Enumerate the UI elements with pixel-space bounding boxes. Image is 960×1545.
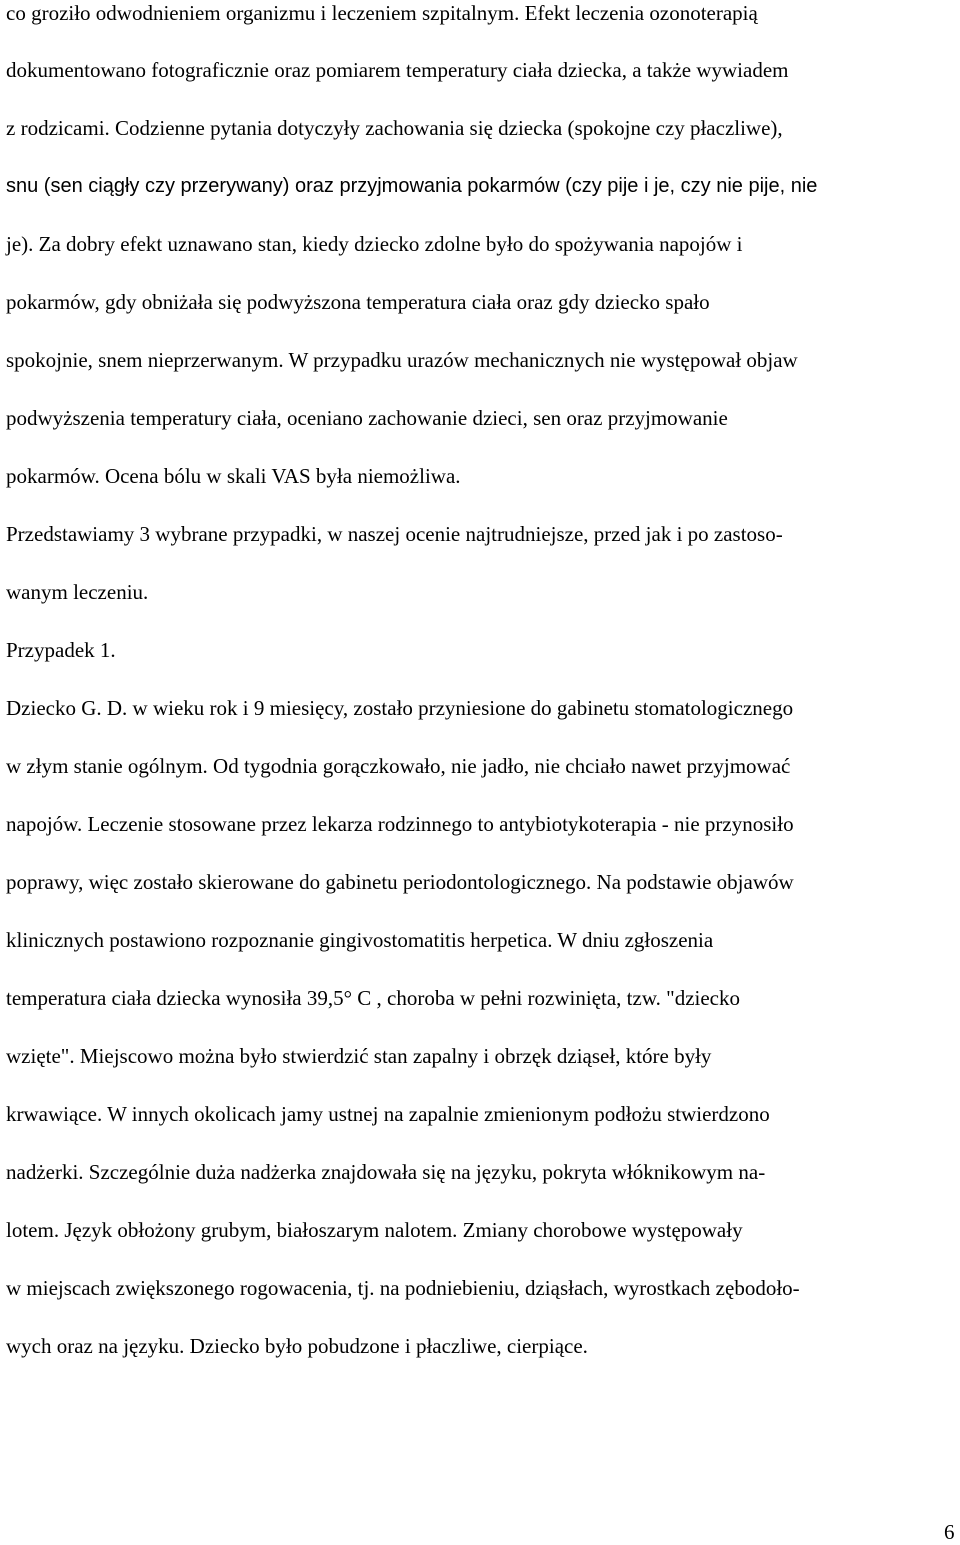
text-line: podwyższenia temperatury ciała, oceniano zachowanie dzieci, sen oraz przyjmowanie: [6, 406, 728, 430]
text-line: poprawy, więc zostało skierowane do gabinetu periodontologicznego. Na podstawie objawów: [6, 870, 794, 894]
text-line: je). Za dobry efekt uznawano stan, kiedy dziecko zdolne było do spożywania napojów i: [6, 232, 743, 256]
text-line: dokumentowano fotograficznie oraz pomiarem temperatury ciała dziecka, a także wywiadem: [6, 58, 789, 82]
text-line: lotem. Język obłożony grubym, białoszarym nalotem. Zmiany chorobowe występowały: [6, 1218, 743, 1242]
text-line: snu (sen ciągły czy przerywany) oraz przyjmowania pokarmów (czy pije i je, czy nie pije, nie: [6, 175, 818, 197]
text-line: z rodzicami. Codzienne pytania dotyczyły zachowania się dziecka (spokojne czy płaczliwe),: [6, 116, 783, 140]
text-line: klinicznych postawiono rozpoznanie gingivostomatitis herpetica. W dniu zgłoszenia: [6, 928, 714, 952]
text-line: co groziło odwodnieniem organizmu i leczeniem szpitalnym. Efekt leczenia ozonoterapią: [6, 1, 758, 25]
text-line: krwawiące. W innych okolicach jamy ustnej na zapalnie zmienionym podłożu stwierdzono: [6, 1102, 770, 1126]
text-line: Przedstawiamy 3 wybrane przypadki, w naszej ocenie najtrudniejsze, przed jak i po zastoso-: [6, 522, 783, 546]
text-line: pokarmów, gdy obniżała się podwyższona temperatura ciała oraz gdy dziecko spało: [6, 290, 710, 314]
text-line: temperatura ciała dziecka wynosiła 39,5° C , choroba w pełni rozwinięta, tzw. "dziecko: [6, 986, 740, 1010]
text-line: wanym leczeniu.: [6, 580, 149, 604]
text-line: wych oraz na języku. Dziecko było pobudzone i płaczliwe, cierpiące.: [6, 1334, 588, 1358]
text-line: wzięte". Miejscowo można było stwierdzić stan zapalny i obrzęk dziąseł, które były: [6, 1044, 712, 1068]
case-heading: Przypadek 1.: [6, 638, 116, 662]
text-line: spokojnie, snem nieprzerwanym. W przypadku urazów mechanicznych nie występował objaw: [6, 348, 798, 372]
page-number: 6: [944, 1520, 955, 1544]
text-line: napojów. Leczenie stosowane przez lekarza rodzinnego to antybiotykoterapia - nie przynosiło: [6, 812, 794, 836]
text-line: Dziecko G. D. w wieku rok i 9 miesięcy, zostało przyniesione do gabinetu stomatologicznego: [6, 696, 794, 720]
text-line: w złym stanie ogólnym. Od tygodnia gorączkowało, nie jadło, nie chciało nawet przyjmować: [6, 754, 791, 778]
text-line: w miejscach zwiększonego rogowacenia, tj. na podniebieniu, dziąsłach, wyrostkach zębodoło-: [6, 1276, 800, 1300]
text-line: nadżerki. Szczególnie duża nadżerka znajdowała się na języku, pokryta włóknikowym na-: [6, 1160, 766, 1184]
text-line: pokarmów. Ocena bólu w skali VAS była niemożliwa.: [6, 464, 461, 488]
